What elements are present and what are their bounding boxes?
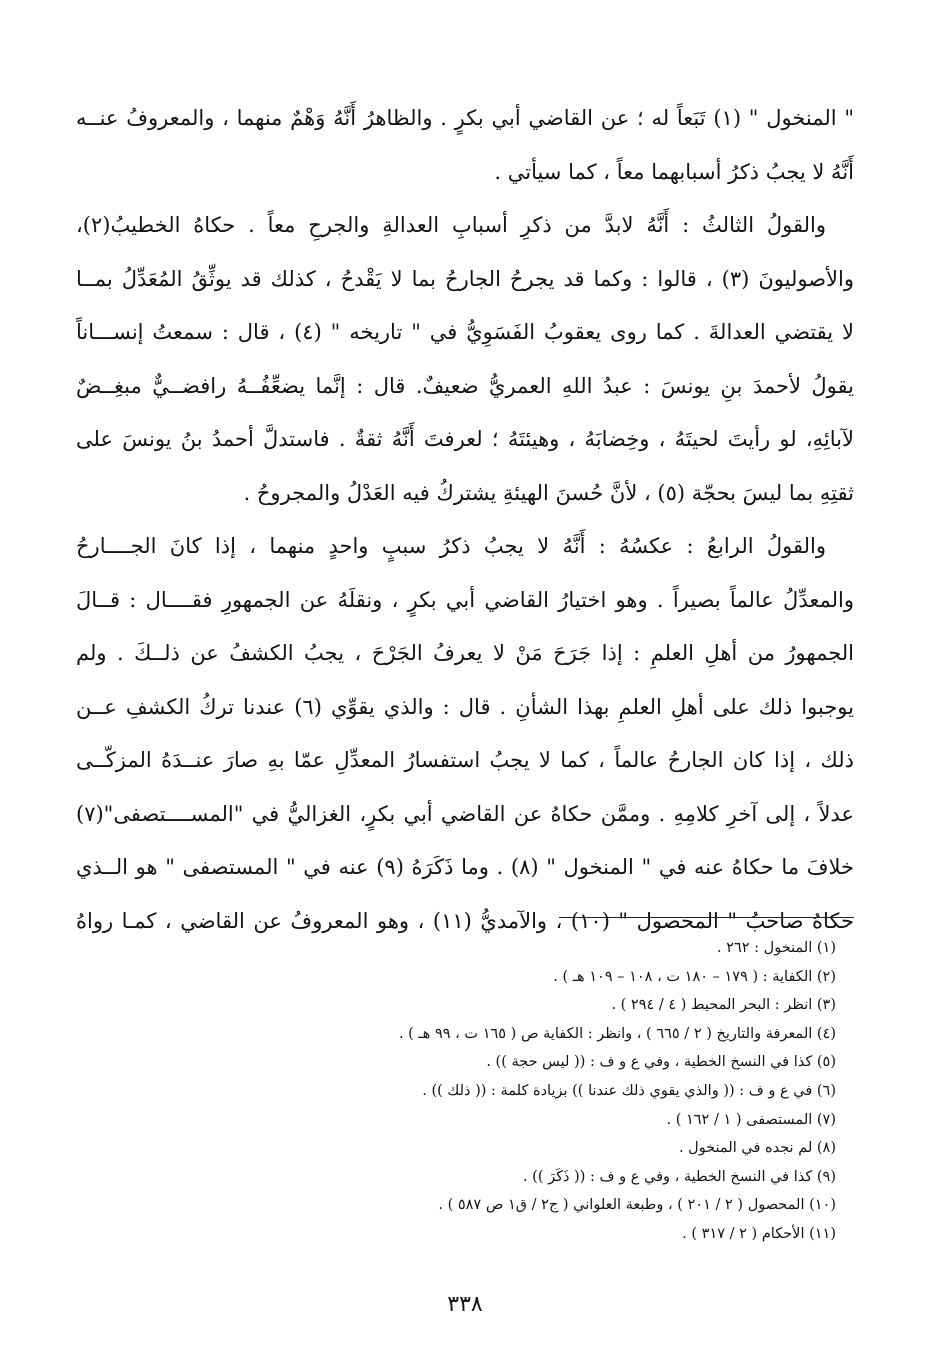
text-line: والمعدِّلُ عالماً بصيراً . وهو اختيارُ القاضي أبي بكرٍ ، ونقلَهُ عن الجمهورِ فقــــال : قــالَ: [76, 587, 854, 612]
text-line: يقولُ لأحمدَ بنِ يونسَ : عبدُ اللهِ العمريُّ ضعيفٌ. قال : إنَّما يضعِّفُــهُ رافضــيٌّ مبغِــضٌ: [76, 373, 854, 398]
footnotes: [60, 934, 836, 1249]
text-line: والقولُ الثالثُ : أَنَّهُ لابدَّ من ذكرِ أسبابِ العدالةِ والجرحِ معاً . حكاهُ الخطيبُ(٢)،: [76, 213, 826, 237]
footnote: (١) المنخول : ٢٦٢ .: [716, 940, 836, 956]
footnote: (٧) المستصفى ( ١ / ١٦٢ ) .: [666, 1111, 836, 1128]
text-line: ثقتِهِ بما ليسَ بحجّة (٥) ، لأنَّ حُسنَ الهيئةِ يشتركُ فيه العَدْلُ والمجروحُ .: [243, 480, 854, 505]
text-line: عدلاً ، إلى آخرِ كلامِهِ . وممَّن حكاهُ عن القاضي أبي بكرٍ، الغزاليُّ في "المســــتصفى"(٧): [76, 801, 854, 826]
footnote: (٣) انظر : البحر المحيط ( ٤ / ٢٩٤ ) .: [611, 997, 836, 1014]
footnote: (١٠) المحصول ( ٢ / ٢٠١ ) ، وطبعة العلواني ( ج٢ / ق١ ص ٥٨٧ ) .: [438, 1197, 836, 1214]
footnote: (٤) المعرفة والتاريخ ( ٢ / ٦٦٥ ) ، وانظر : الكفاية ص ( ١٦٥ ت ، ٩٩ هـ ) .: [398, 1025, 836, 1042]
page-number: ٣٣٨: [447, 1292, 483, 1317]
text-line: ذلك ، إذا كان الجارحُ عالماً ، كما لا يجبُ استفسارُ المعدِّلِ عمّا بهِ صارَ عنــدَهُ المزكّــى: [76, 748, 854, 772]
text-line: حكاهُ صاحبُ " المحصول " (١٠) ، والآمديُّ (١١) ، وهو المعروفُ عن القاضي ، كمـا رواهُ: [76, 908, 854, 933]
text-line: أَنَّهُ لا يجبُ ذكرُ أسبابهما معاً ، كما سيأتي .: [494, 159, 854, 184]
text-line: يوجبوا ذلك على أهلِ العلمِ بهذا الشأنِ . قال : والذي يقوِّي (٦) عندنا تركُ الكشفِ عــن: [76, 694, 854, 719]
text-line: لا يقتضي العدالةَ . كما روى يعقوبُ الفَسَوِيُّ في " تاريخه " (٤) ، قال : سمعتُ إنســـاناً: [76, 320, 854, 344]
text-line: خلافَ ما حكاهُ عنه في " المنخول " (٨) . وما ذَكَرَهُ (٩) عنه في " المستصفى " هو الــذي: [76, 855, 854, 879]
text-line: لآبائِهِ، لو رأيتَ لحيتَهُ ، وخِضابَهُ ، وهيئتَهُ ؛ لعرفتَ أَنَّهُ ثقةٌ . فاستدلَّ أحمدُ بنُ يونسَ على: [76, 427, 854, 451]
footnote: (٨) لم نجده في المنخول .: [678, 1140, 836, 1157]
footnote: (٩) كذا في النسخ الخطية ، وفي ع و ف : (( ذَكَرَ )) .: [522, 1168, 836, 1185]
footnote-separator: [559, 917, 854, 918]
footnote: (١١) الأحكام ( ٢ / ٣١٧ ) .: [682, 1225, 836, 1242]
footnote: (٦) في ع و ف : (( والذي يقوي ذلك عندنا )) بزيادة كلمة : (( ذلك )) .: [422, 1082, 836, 1099]
footnote: (٢) الكفاية : ( ١٧٩ – ١٨٠ ت ، ١٠٨ – ١٠٩ هـ ) .: [553, 968, 836, 985]
footnote: (٥) كذا في النسخ الخطية ، وفي ع و ف : (( ليس حجة )) .: [486, 1054, 836, 1071]
text-line: والأصوليونَ (٣) ، قالوا : وكما قد يجرحُ الجارحُ بما لا يَقْدحُ ، كذلك قد يوثِّقُ المُعَدِّلُ بمــا: [76, 266, 854, 291]
text-line: الجمهورُ من أهلِ العلمِ : إذا جَرَحَ مَنْ لا يعرفُ الجَرْحَ ، يجبُ الكشفُ عن ذلــكَ . ولم: [76, 641, 854, 665]
text-line: والقولُ الرابعُ : عكسُهُ : أَنَّهُ لا يجبُ ذكرُ سببٍ واحدٍ منهما ، إذا كانَ الجــــارحُ: [76, 534, 826, 558]
main-text: [76, 92, 854, 948]
text-line: " المنخول " (١) تَبَعاً له ؛ عن القاضي أبي بكرٍ . والظاهرُ أَنَّهُ وَهْمٌ منهما ، والمعروفُ عنــه: [76, 106, 854, 130]
